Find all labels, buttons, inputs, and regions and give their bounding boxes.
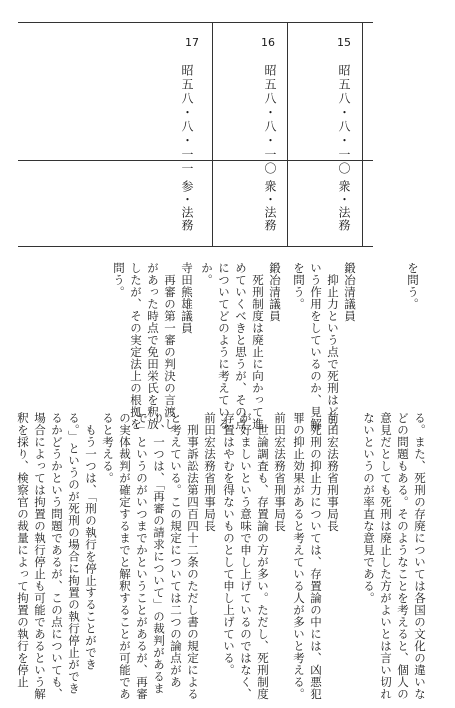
entry-number: 15 xyxy=(337,36,351,49)
entry-date: 昭五八・八・一一 xyxy=(180,64,194,176)
entry-question: 鍛冶清議員 死刑制度は廃止に向かって進 めていくべきと思うが、その点 についてどのように考えている か。 xyxy=(200,262,282,430)
column-divider xyxy=(287,22,288,246)
entry-answer: 前田宏法務省刑事局長 世論調査も、存置論の方が多い。ただし、死刑制度 が好ましいという意味で申し上げているのではなく、 存置はやむを得ないものとして申し上げている。 xyxy=(222,412,287,700)
entry-house: 衆・法務 xyxy=(263,180,277,232)
entry-answer: 前田宏法務省刑事局長 刑事訴訟法第四百四十二条のただし書の規定による と考えている。この規定については二つの論点があ り、一つは、「再審の請求について」の裁判があるま で」というのがいつまでかということがあるが、再審 の実体裁判が確定するまでと解釈することが可能であ ると考える。 もう一つは、「刑の執行を停止することができ る。」というのが死刑の場合に拘置の執行停止ができ るかどうかという問題であるが、この点についても、 場合によっては拘置の執行停止も可能であるという解 釈を採り、検察官の裁量によって拘置の執行を停止 xyxy=(16,412,217,700)
continuation-answer: る。また、死刑の存廃については各国の文化の違いな どの問題もある。そのようなことを考えると、個人の 意見だとしても死刑は廃止した方がよいとは言い切れ ないというのが率直な意見である。 xyxy=(362,412,427,700)
column-divider xyxy=(212,22,213,246)
entry-number: 17 xyxy=(185,36,199,49)
entry-question: 鍛冶清議員 抑止力という点で死刑はどう いう作用をしているのか、見解 を問う。 xyxy=(292,262,357,430)
date-rule xyxy=(18,160,373,161)
header-rule xyxy=(18,22,373,23)
entry-date: 昭五八・八・一〇 xyxy=(263,64,277,176)
entry-answer: 前田宏法務省刑事局長 死刑の抑止力については、存置論の中には、凶悪犯 罪の抑止効果があると考えている人が多いと考える。 xyxy=(292,412,340,700)
entry-number: 16 xyxy=(261,36,275,49)
entry-house: 参・法務 xyxy=(180,180,194,232)
continuation-question: を問う。 xyxy=(406,262,420,310)
house-rule xyxy=(18,246,373,247)
column-divider xyxy=(362,22,363,246)
entry-house: 衆・法務 xyxy=(337,180,351,232)
entry-question: 寺田熊雄議員 再審の第一審の判決の言渡し があった時点で免田栄氏を釈放 したが、その実定法上の根拠を 問う。 xyxy=(112,262,194,430)
entry-date: 昭五八・八・一〇 xyxy=(337,64,351,176)
